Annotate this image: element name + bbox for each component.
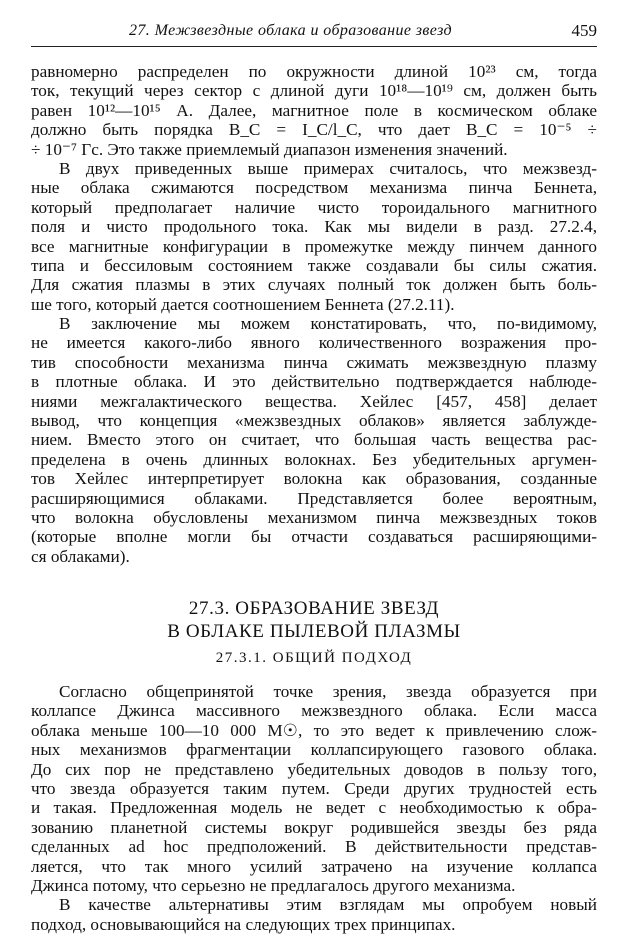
text-line: не имеется какого-либо явного количественного возражения про- bbox=[31, 333, 597, 353]
text-line: что волокна обусловлены механизмом пинча межзвездных токов bbox=[31, 507, 597, 527]
text-line: ные облака сжимаются посредством механизма пинча Беннета, bbox=[31, 178, 597, 198]
section-heading-line-1: 27.3. ОБРАЗОВАНИЕ ЗВЕЗД bbox=[188, 598, 440, 619]
text-line: расширяющимися облаками. Представляется более вероятным, bbox=[31, 488, 597, 508]
text-line: В двух приведенных выше примерах считалось, что межзвезд- bbox=[59, 158, 597, 178]
running-header-title: 27. Межзвездные облака и образование звезд bbox=[129, 22, 452, 39]
text-line: тив способности механизма пинча сжимать межзвездную плазму bbox=[31, 352, 597, 372]
body-text-block-2 bbox=[31, 682, 597, 934]
text-line: коллапсе Джинса массивного межзвездного облака. Если масса bbox=[31, 701, 597, 721]
text-line: ся облаками). bbox=[31, 546, 130, 566]
text-line: В качестве альтернативы этим взглядам мы опробуем новый bbox=[59, 895, 597, 915]
paragraph bbox=[31, 895, 597, 934]
section-heading bbox=[31, 597, 597, 643]
body-text-block-1 bbox=[31, 62, 597, 566]
text-line: вывод, что концепция «межзвездных облаков» является заблужде- bbox=[31, 411, 597, 431]
text-line: (которые вполне могли бы отчасти создаваться расширяющими- bbox=[31, 527, 597, 547]
text-line: что звезда образуется таким путем. Среди других трудностей есть bbox=[31, 778, 597, 798]
text-line: тов Хейлес интерпретирует волокна как образования, созданные bbox=[31, 469, 597, 489]
running-header bbox=[31, 20, 597, 47]
text-line: ток, текущий через сектор с длиной дуги 10¹⁸—10¹⁹ см, должен быть bbox=[31, 81, 597, 101]
text-line: ÷ 10⁻⁷ Гс. Это также приемлемый диапазон изменения значений. bbox=[31, 139, 508, 159]
text-line: пределена в очень длинных волокнах. Без убедительных аргумен- bbox=[31, 449, 597, 469]
text-line: Согласно общепринятой точке зрения, звезда образуется при bbox=[59, 682, 597, 701]
text-line: Для сжатия плазмы в этих случаях полный ток должен быть боль- bbox=[31, 275, 597, 295]
text-line: равномерно распределен по окружности длиной 10²³ см, тогда bbox=[31, 62, 597, 81]
paragraph bbox=[31, 682, 597, 895]
text-line: подход, основывающийся на следующих трех принципах. bbox=[31, 914, 456, 934]
text-line: все магнитные конфигурации в промежутке между пинчем данного bbox=[31, 236, 597, 256]
text-line: ляется, что так много усилий затрачено на изучение коллапса bbox=[31, 856, 597, 876]
text-line: ных механизмов фрагментации коллапсирующего газового облака. bbox=[31, 740, 597, 760]
paragraph bbox=[31, 159, 597, 314]
subsection-heading: 27.3.1. ОБЩИЙ ПОДХОД bbox=[215, 650, 413, 666]
text-line: в плотные облака. И это действительно подтверждается наблюде- bbox=[31, 372, 597, 392]
text-line: должно быть порядка B_C = I_C/l_C, что дает B_C = 10⁻⁵ ÷ bbox=[31, 120, 597, 140]
text-line: Джинса потому, что серьезно не предлагалось другого механизма. bbox=[31, 875, 516, 895]
text-line: типа и бессиловым состоянием также создавали бы силы сжатия. bbox=[31, 255, 597, 275]
text-line: ше того, который дается соотношением Беннета (27.2.11). bbox=[31, 294, 455, 314]
section-heading-line-2: В ОБЛАКЕ ПЫЛЕВОЙ ПЛАЗМЫ bbox=[167, 621, 461, 642]
text-line: зованию планетной системы вокруг родившейся звезды без ряда bbox=[31, 817, 597, 837]
page-number: 459 bbox=[571, 21, 597, 40]
text-line: ниями межгалактического вещества. Хейлес [457, 458] делает bbox=[31, 391, 597, 411]
text-line: В заключение мы можем констатировать, что, по-видимому, bbox=[59, 314, 597, 334]
text-line: и такая. Предложенная модель не ведет с необходимостью к обра- bbox=[31, 798, 597, 818]
text-line: который предполагает наличие чисто тороидального магнитного bbox=[31, 197, 597, 217]
text-line: До сих пор не представлено убедительных доводов в пользу того, bbox=[31, 759, 597, 779]
text-line: сделанных ad hoc предположений. В действительности представ- bbox=[31, 837, 597, 857]
paragraph bbox=[31, 314, 597, 566]
paragraph bbox=[31, 62, 597, 159]
text-line: равен 10¹²—10¹⁵ А. Далее, магнитное поле в космическом облаке bbox=[31, 100, 597, 120]
text-line: облака меньше 100—10 000 M☉, то это ведет к привлечению слож- bbox=[31, 720, 597, 740]
text-line: нием. Вместо этого он считает, что большая часть вещества рас- bbox=[31, 430, 597, 450]
text-line: поля и чисто продольного тока. Как мы видели в разд. 27.2.4, bbox=[31, 217, 597, 237]
